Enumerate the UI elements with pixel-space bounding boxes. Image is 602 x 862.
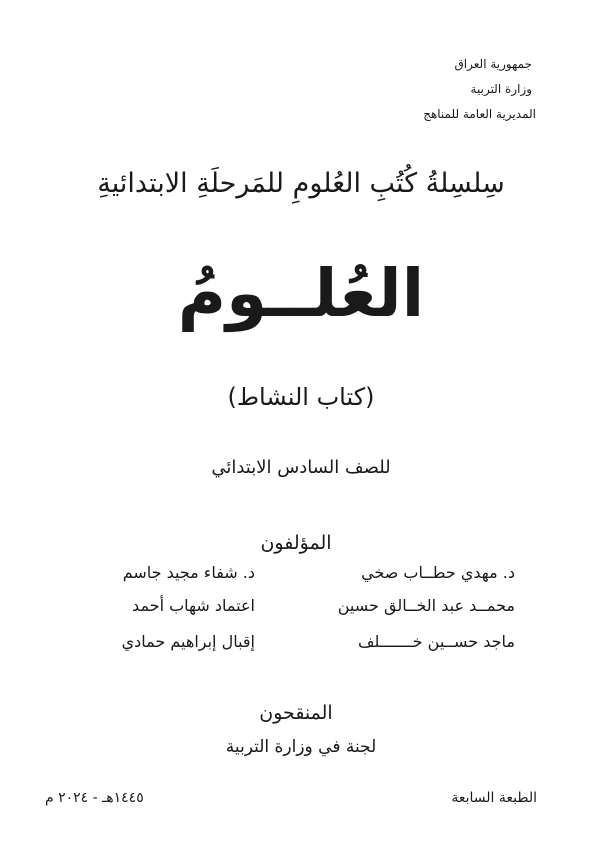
edition-label: الطبعة السابعة	[451, 790, 537, 806]
book-type: (كتاب النشاط)	[227, 383, 375, 411]
grade-label: للصف السادس الابتدائي	[211, 457, 391, 478]
revisers-heading: المنقحون	[259, 702, 333, 724]
revisers-label: لجنة في وزارة التربية	[225, 737, 377, 757]
ministry-label: وزارة التربية	[470, 82, 532, 96]
author-name: د. مهدي حطــاب صخي	[361, 563, 515, 582]
author-name: محمــد عبد الخــالق حسين	[337, 596, 515, 615]
main-title: العُلــومُ	[177, 255, 425, 332]
author-name: اعتماد شهاب أحمد	[132, 596, 255, 615]
series-title: سِلسِلةُ كُتُبِ العُلومِ للمَرحلَةِ الابتدائيةِ	[97, 168, 505, 199]
authors-heading: المؤلفون	[260, 532, 332, 554]
directorate-label: المديرية العامة للمناهج	[423, 107, 536, 121]
date-label: ١٤٤٥هـ - ٢٠٢٤ م	[45, 790, 144, 806]
author-name: ماجد حســين خـــــــلف	[357, 632, 515, 651]
author-name: إقبال إبراهيم حمادي	[121, 632, 255, 651]
country-label: جمهورية العراق	[454, 57, 532, 71]
author-name: د. شفاء مجيد جاسم	[122, 563, 255, 582]
